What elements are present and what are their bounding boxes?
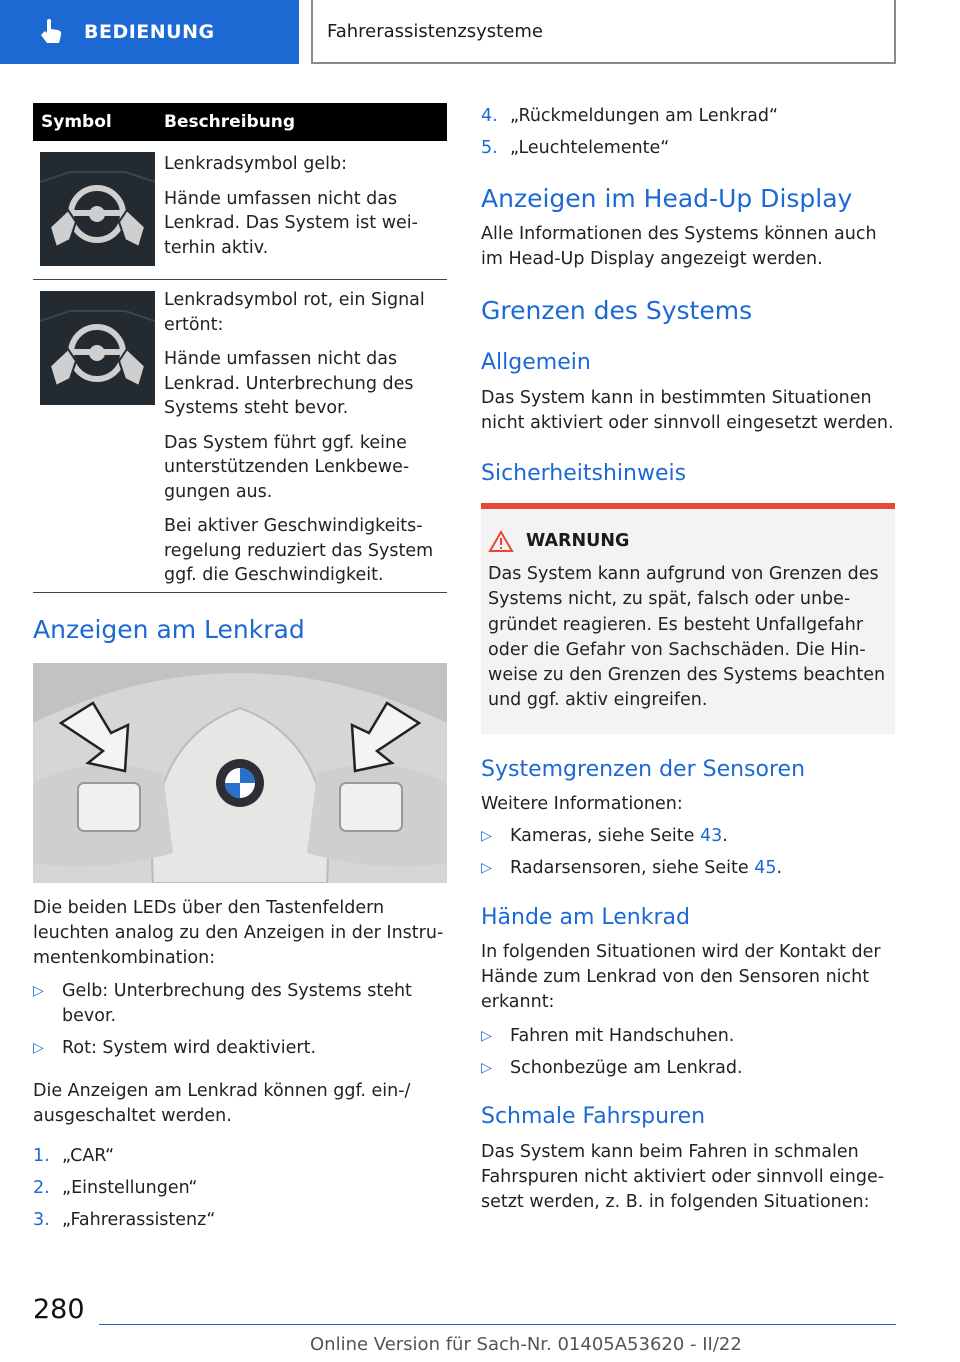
steering-wheel-photo [33,663,447,883]
page-number: 280 [33,1294,85,1325]
step-number: 2. [33,1178,50,1198]
table-bottom-rule [33,592,447,593]
footer-divider [99,1324,896,1325]
list-item [481,1024,895,1049]
heading-sensors: Systemgrenzen der Sensoren [481,757,806,782]
step-item [481,104,881,129]
list-item-end: . [722,826,728,846]
step-number: 1. [33,1146,50,1166]
section-tab [0,0,299,64]
step-text: „Einstellungen“ [62,1178,198,1198]
page-link-45[interactable]: 45 [754,858,777,878]
chapter-title: Fahrerassistenzsysteme [327,20,543,42]
paragraph-lanes: Das System kann beim Fahren in schmalen Fahrspuren nicht aktiviert oder sinnvoll eingesetzt werden, z. B. in folgenden Situationen: [481,1142,885,1212]
heading-general: Allgemein [481,350,591,375]
table-row-1-description [164,152,444,270]
step-number: 5. [481,138,498,158]
list-item [481,856,895,881]
hand-pointer-icon [36,17,66,47]
step-item [33,1176,333,1201]
list-item-text: Gelb: Unterbrechung des Systems steht bevor. [62,981,412,1026]
section-title: BEDIENUNG [84,21,215,43]
list-item-text: Rot: System wird deaktiviert. [62,1038,317,1058]
warning-triangle-icon [488,530,514,553]
warning-title: WARNUNG [526,531,630,551]
step-item [33,1208,333,1233]
triangle-bullet-icon: ▷ [481,828,492,844]
steering-symbol-red-image [40,291,155,405]
page-link-43[interactable]: 43 [699,826,723,846]
heading-anzeigen-lenkrad: Anzeigen am Lenkrad [33,615,305,644]
list-item-text: Schonbezüge am Lenkrad. [510,1058,743,1078]
column-description: Beschreibung [164,112,296,132]
list-item [33,979,447,1029]
row-2-text-1: Lenkradsymbol rot, ein Signal ertönt: [164,290,425,335]
step-text: „CAR“ [62,1146,115,1166]
heading-safety: Sicherheitshinweis [481,461,687,486]
row-2-text-3: Das System führt ggf. keine unterstützenden Lenkbewegungen aus. [164,432,410,502]
table-divider [33,279,447,280]
footer-online-version: Online Version für Sach-Nr. 01405A53620 - II/22 [310,1334,742,1355]
paragraph-hud: Alle Informationen des Systems können auch im Head-Up Display angezeigt werden. [481,224,877,269]
row-1-text-2: Hände umfassen nicht das Lenkrad. Das System ist weiterhin aktiv. [164,188,418,258]
warning-text: Das System kann aufgrund von Grenzen des Systems nicht, zu spät, falsch oder unbegründet reagieren. Es besteht Unfallgefahr oder die Gefahr von Sachschäden. Die Hinweise zu den Grenzen des Systems beachten und ggf. aktiv eingreifen. [488,564,886,711]
paragraph-leds: Die beiden LEDs über den Tastenfeldern leuchten analog zu den Anzeigen in der Instrumentenkombination: [33,898,444,968]
row-1-text-1: Lenkradsymbol gelb: [164,154,347,174]
list-item [481,1056,895,1081]
heading-limits: Grenzen des Systems [481,296,753,325]
list-item-text [510,824,895,849]
paragraph-hands: In folgenden Situationen wird der Kontakt der Hände zum Lenkrad von den Sensoren nicht erkannt: [481,942,881,1012]
heading-lanes: Schmale Fahrspuren [481,1104,706,1129]
triangle-bullet-icon: ▷ [33,983,44,999]
list-item-text: Fahren mit Handschuhen. [510,1026,735,1046]
step-text: „Rückmeldungen am Lenkrad“ [510,106,779,126]
paragraph-toggle: Die Anzeigen am Lenkrad können ggf. ein-/ ausgeschaltet werden. [33,1081,411,1126]
heading-hud: Anzeigen im Head-Up Display [481,184,853,213]
heading-hands: Hände am Lenkrad [481,905,690,930]
column-symbol: Symbol [41,112,112,132]
list-item-end: . [776,858,783,878]
list-item-label: Kameras, siehe Seite [510,826,700,846]
triangle-bullet-icon: ▷ [481,1060,492,1076]
triangle-bullet-icon: ▷ [481,860,492,876]
step-number: 4. [481,106,498,126]
step-number: 3. [33,1210,50,1230]
table-row-2-description [164,288,444,598]
paragraph-general: Das System kann in bestimmten Situationen nicht aktiviert oder sinnvoll eingesetzt werden. [481,388,894,433]
row-2-text-4: Bei aktiver Geschwindigkeitsregelung reduziert das System ggf. die Geschwindigkeit. [164,516,434,585]
list-item [481,824,895,849]
triangle-bullet-icon: ▷ [33,1040,44,1056]
triangle-bullet-icon: ▷ [481,1028,492,1044]
step-text: „Fahrerassistenz“ [62,1210,216,1230]
row-2-text-2: Hände umfassen nicht das Lenkrad. Unterbrechung des Systems steht bevor. [164,349,414,418]
list-item-label: Radarsensoren, siehe Seite [510,858,755,878]
list-item [33,1036,447,1061]
step-item [33,1144,333,1169]
list-item-text [510,856,895,881]
step-item [481,136,881,161]
step-text: „Leuchtelemente“ [510,138,670,158]
chapter-header [311,0,896,64]
paragraph-sensors: Weitere Informationen: [481,794,683,814]
table-header [33,103,447,141]
steering-symbol-yellow-image [40,152,155,266]
